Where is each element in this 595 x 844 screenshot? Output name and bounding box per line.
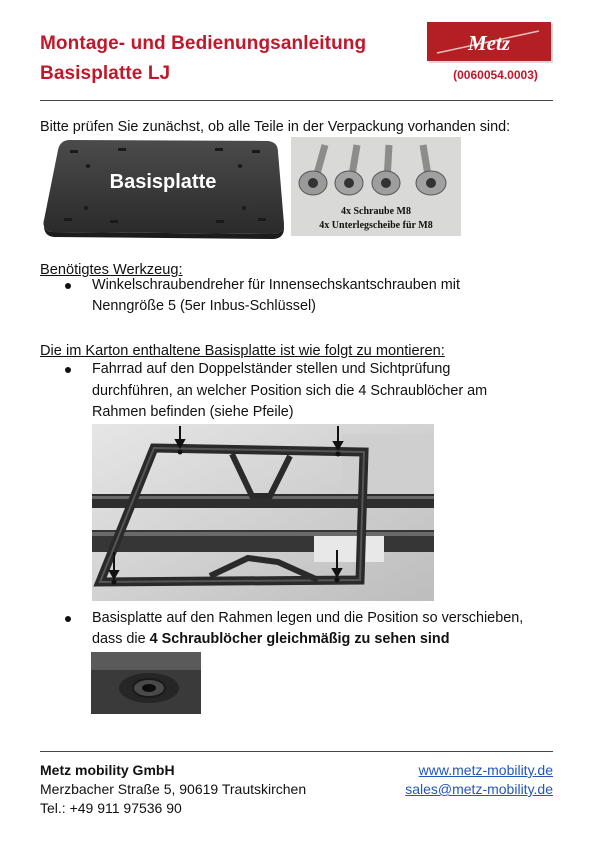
base-plate-label: Basisplatte [109, 171, 217, 193]
step2-line2-emphasis: 4 Schraublöcher gleichmäßig zu sehen sind [149, 631, 450, 647]
page-subtitle: Basisplatte LJ [40, 63, 171, 84]
step2-line2 [92, 629, 562, 650]
step1-line1: Fahrrad auf den Doppelständer stellen und Sichtprüfung [92, 361, 451, 377]
metz-logo-mark [427, 22, 551, 61]
screws-illustration [291, 137, 461, 236]
base-plate-image [40, 138, 286, 240]
assembly-heading: Die im Karton enthaltene Basisplatte ist wie folgt zu montieren: [40, 343, 445, 359]
base-plate-illustration [40, 138, 286, 240]
website-link[interactable]: www.metz-mobility.de [418, 762, 553, 778]
page-title: Montage- und Bedienungsanleitung [40, 33, 367, 54]
step1-line3: Rahmen befinden (siehe Pfeile) [92, 404, 294, 420]
intro-text: Bitte prüfen Sie zunächst, ob alle Teile in der Verpackung vorhanden sind: [40, 119, 511, 135]
tools-heading: Benötigtes Werkzeug: [40, 262, 183, 278]
header-divider [40, 100, 553, 101]
tools-item-line2: Nenngröße 5 (5er Inbus-Schlüssel) [92, 298, 316, 314]
step2-line2-start: dass die [92, 631, 150, 647]
frame-photo [92, 424, 434, 601]
bullet-icon [65, 367, 71, 373]
footer-address: Merzbacher Straße 5, 90619 Trautskirchen [40, 781, 307, 797]
logo-text: Metz [468, 31, 510, 55]
bullet-icon [65, 616, 71, 622]
screws-image [291, 137, 461, 236]
part-number: (0060054.0003) [453, 68, 538, 82]
tools-item-line1: Winkelschraubendreher für Innensechskantschrauben mit [92, 277, 460, 293]
step2-line1: Basisplatte auf den Rahmen legen und die Position so verschieben, [92, 610, 524, 626]
bullet-icon [65, 283, 71, 289]
screw-hole-illustration [91, 652, 201, 714]
screw-hole-photo [91, 652, 201, 714]
frame-illustration [92, 424, 434, 601]
email-link[interactable]: sales@metz-mobility.de [405, 781, 553, 797]
screws-caption-2: 4x Unterlegscheibe für M8 [319, 220, 433, 231]
footer-phone: Tel.: +49 911 97536 90 [40, 800, 182, 816]
footer-company: Metz mobility GmbH [40, 762, 175, 778]
screws-caption-1: 4x Schraube M8 [341, 206, 411, 217]
footer-divider [40, 751, 553, 752]
step1-line2: durchführen, an welcher Position sich die 4 Schraublöcher am [92, 383, 488, 399]
metz-logo [427, 22, 551, 61]
